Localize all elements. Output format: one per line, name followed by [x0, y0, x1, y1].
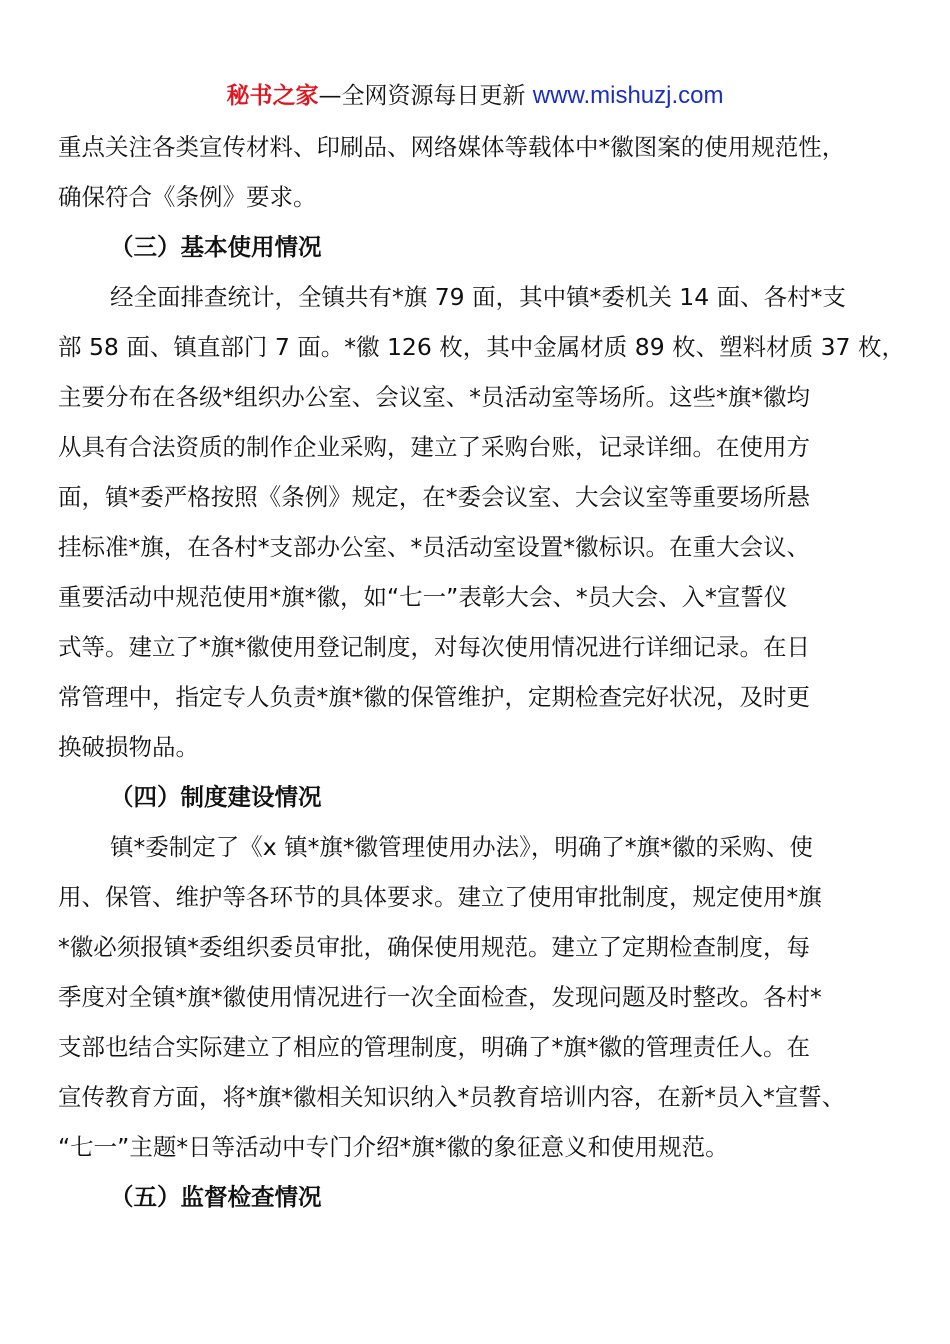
section-heading: （五）监督检查情况 [110, 1183, 322, 1211]
body-line: 用、保管、维护等各环节的具体要求。建立了使用审批制度，规定使用*旗 [58, 883, 822, 911]
body-line: 部 58 面、镇直部门 7 面。*徽 126 枚，其中金属材质 89 枚、塑料材质 37 枚， [58, 333, 905, 361]
body-line: 经全面排查统计，全镇共有*旗 79 面，其中镇*委机关 14 面、各村*支 [110, 283, 846, 311]
body-line: 支部也结合实际建立了相应的管理制度，明确了*旗*徽的管理责任人。在 [58, 1033, 810, 1061]
body-line: 宣传教育方面，将*旗*徽相关知识纳入*员教育培训内容，在新*员入*宣誓、 [58, 1083, 846, 1111]
body-line: *徽必须报镇*委组织委员审批，确保使用规范。建立了定期检查制度，每 [58, 933, 810, 961]
body-line: 重点关注各类宣传材料、印刷品、网络媒体等载体中*徽图案的使用规范性， [58, 133, 846, 161]
body-line: 换破损物品。 [58, 733, 199, 761]
site-url[interactable]: www.mishuzj.com [532, 82, 724, 109]
section-heading: （三）基本使用情况 [110, 233, 322, 261]
site-banner [0, 78, 950, 114]
site-slogan: —全网资源每日更新 [318, 83, 533, 109]
body-line: 季度对全镇*旗*徽使用情况进行一次全面检查，发现问题及时整改。各村* [58, 983, 822, 1011]
section-heading: （四）制度建设情况 [110, 783, 322, 811]
body-line: 镇*委制定了《x 镇*旗*徽管理使用办法》，明确了*旗*徽的采购、使 [110, 833, 813, 861]
body-line: 从具有合法资质的制作企业采购，建立了采购台账，记录详细。在使用方 [58, 433, 810, 461]
body-line: 式等。建立了*旗*徽使用登记制度，对每次使用情况进行详细记录。在日 [58, 633, 810, 661]
body-line: 常管理中，指定专人负责*旗*徽的保管维护，定期检查完好状况，及时更 [58, 683, 810, 711]
body-line: 面，镇*委严格按照《条例》规定，在*委会议室、大会议室等重要场所悬 [58, 483, 810, 511]
body-line: 主要分布在各级*组织办公室、会议室、*员活动室等场所。这些*旗*徽均 [58, 383, 810, 411]
body-line: “七一”主题*日等活动中专门介绍*旗*徽的象征意义和使用规范。 [58, 1133, 729, 1161]
body-line: 确保符合《条例》要求。 [58, 183, 317, 211]
body-line: 挂标准*旗，在各村*支部办公室、*员活动室设置*徽标识。在重大会议、 [58, 533, 810, 561]
document-body [58, 122, 906, 1222]
body-line: 重要活动中规范使用*旗*徽，如“七一”表彰大会、*员大会、入*宣誓仪 [58, 583, 788, 611]
site-brand: 秘书之家 [226, 83, 319, 109]
